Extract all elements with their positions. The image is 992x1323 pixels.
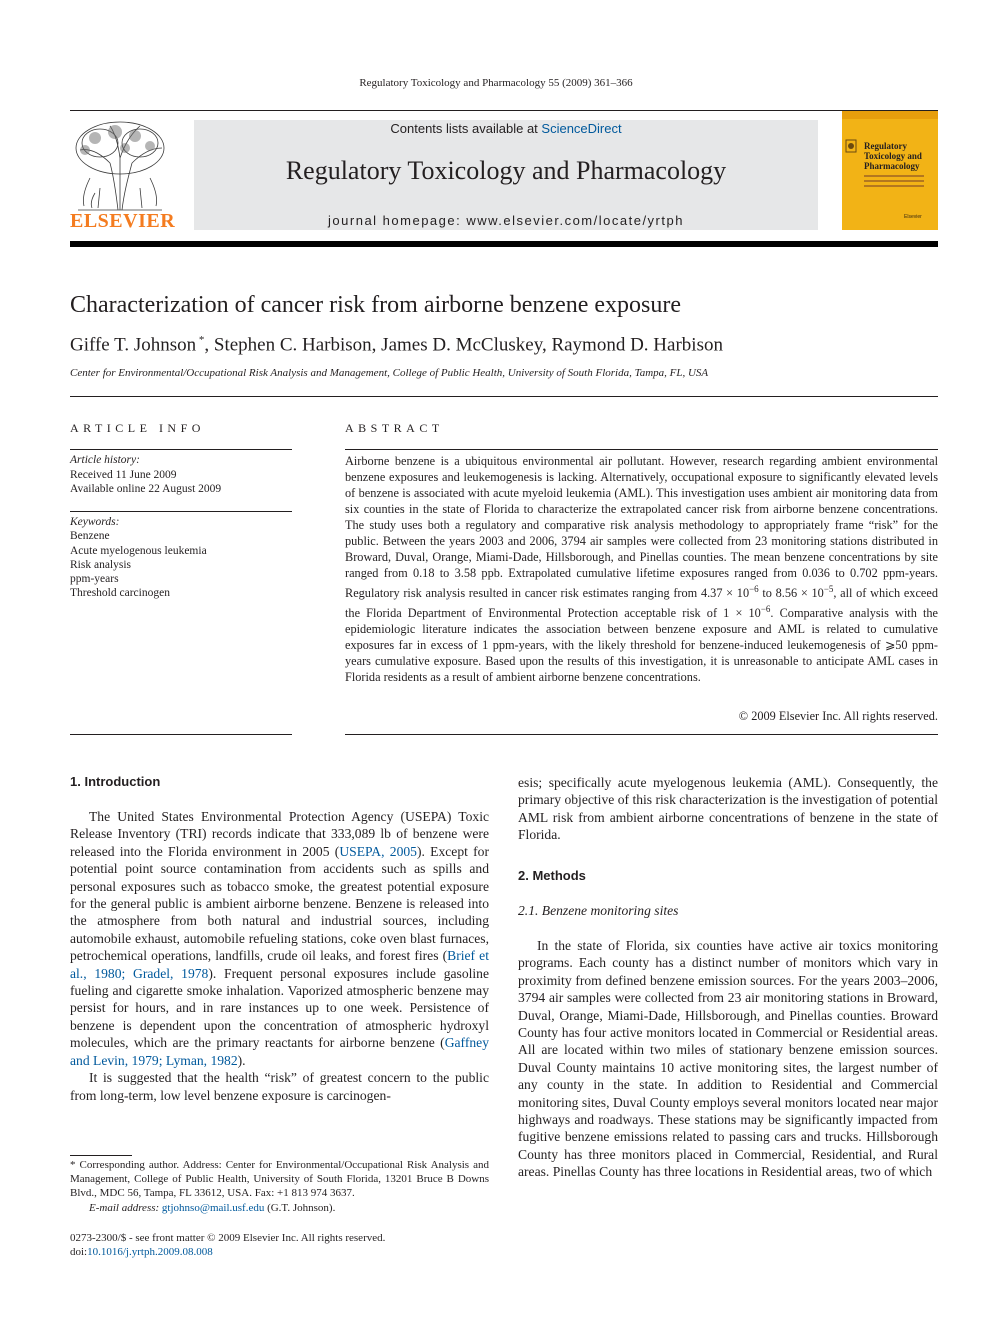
history-label: Article history: (70, 454, 140, 466)
email-label: E-mail address: (89, 1201, 162, 1214)
methods-text: In the state of Florida, six counties have active air toxics monitoring programs. Each county has a distinct number of monitors which vary in proximity from defined benzene emission sources. For the years 2003–2006, 3794 air samples were collected from 23 air monitoring stations in Broward, Duval, Orange, Miami-Dade, Hillsborough, and Pinellas counties. Broward County has four active monitors located in Commercial or Residential areas. All are located within two miles of stationary benzene emission sources. Duval County maintains 10 active monitoring sites, the largest number of any county in the state. In addition to Residential and Commercial monitoring sites, Duval County employs several monitors located near major highways and roadways. These stations may be significantly impacted from fugitive benzene emissions related to passing cars and trucks. Hillsborough County has three monitors placed in Commercial, Residential, and Rural areas. Pinellas County has three locations in Residential areas, two of which (518, 938, 938, 1180)
header-rule (70, 110, 938, 111)
available-date: Available online 22 August 2009 (70, 483, 222, 495)
keywords-label: Keywords: (70, 516, 120, 528)
sciencedirect-link[interactable]: ScienceDirect (541, 121, 622, 136)
abstract-heading: ABSTRACT (345, 421, 444, 435)
abstract-segment: , all of which exceed the Florida Department of Environmental Protection acceptable risk of 1 × 10 (345, 586, 938, 621)
cover-title: Regulatory Toxicology and Pharmacology (864, 141, 922, 171)
affiliation: Center for Environmental/Occupational Risk Analysis and Management, College of Public Health, University of South Florida, Tampa, FL, USA (70, 367, 709, 379)
abstract-copyright: © 2009 Elsevier Inc. All rights reserved. (738, 709, 938, 723)
abstract-segment: Airborne benzene is a ubiquitous environmental air pollutant. However, research regarding ambient environmental benzene exposures and leukemogenesis is lacking. Alternatively, occupational exposure to significantly elevated levels of benzene is associated with acute myeloid leukemia (AML). This investigation uses ambient air monitoring data from six counties in the state of Florida to characterize the extrapolated cancer risk from airborne benzene concentrations. The study uses both a regulatory and comparative risk analysis methodology to appropriately frame “risk” for the public. Between the years 2003 and 2006, 3794 air samples were collected from 23 monitoring stations distributed in Broward, Duval, Orange, Miami-Dade, Hillsborough, and Pinellas counties. The mean benzene concentrations by site ranged from 0.18 to 3.58 ppb. Extrapolated cumulative lifetime exposures ranged from 0.036 to 0.702 ppm-years. Regulatory risk analysis resulted in cancer risk estimates ranging from 4.37 × 10 (345, 454, 938, 601)
footnote-text: * Corresponding author. Address: Center for Environmental/Occupational Risk Analysis and Management, College of Public Health, University of South Florida, 13201 Bruce B Downs Blvd., MDC 56, Tampa, FL 33612, USA. Fax: +1 813 974 3637. (70, 1159, 489, 1200)
journal-title: Regulatory Toxicology and Pharmacology (285, 156, 727, 185)
cover-publisher: Elsevier (904, 214, 922, 220)
article-info-rule-top (70, 449, 292, 450)
journal-cover (842, 111, 938, 230)
running-header: Regulatory Toxicology and Pharmacology 55 (2009) 361–366 (359, 77, 633, 89)
front-matter-note (70, 1231, 489, 1259)
cover-top-band (842, 111, 938, 119)
subsection-heading: 2.1. Benzene monitoring sites (518, 903, 679, 918)
abstract-text (345, 453, 938, 685)
email-link[interactable]: gtjohnso@mail.usf.edu (161, 1201, 265, 1214)
abstract-segment: . Comparative analysis with the epidemiologic literature indicates the association between benzene exposure and AML is related to cumulative exposures far in excess of 1 ppm-years, with the likely threshold for benzene-induced leukemogenesis of ⩾50 ppm-years cumulative exposure. Based upon the results of this investigation, it is unreasonable to anticipate AML cases in Florida residents as a result of ambient airborne benzene concentrations. (345, 606, 939, 685)
article-title: Characterization of cancer risk from airborne benzene exposure (70, 292, 682, 318)
text-segment: The United States Environmental Protection Agency (USEPA) Toxic Release Inventory (TRI) records indicate that 333,089 lb of benzene were released into the Florida environment in 2005 ( (70, 809, 489, 859)
article-history (70, 453, 292, 497)
header-thick-rule (70, 241, 938, 247)
exponent: −6 (760, 604, 771, 615)
keyword: Threshold carcinogen (70, 587, 170, 600)
intro-paragraph-2: It is suggested that the health “risk” of greatest concern to the public from long-term, low level benzene exposure is carcinogen- (70, 1070, 489, 1103)
doi-link[interactable]: 10.1016/j.yrtph.2009.08.008 (87, 1246, 213, 1258)
abstract-segment: to 8.56 × 10 (758, 586, 824, 601)
exponent: −6 (749, 584, 759, 594)
doi-label: doi: (70, 1246, 88, 1258)
received-date: Received 11 June 2009 (70, 468, 177, 481)
contents-prefix: Contents lists available at (390, 121, 542, 136)
intro-heading: 1. Introduction (70, 774, 161, 789)
article-info-heading: ARTICLE INFO (70, 421, 205, 435)
keyword: ppm-years (70, 573, 119, 586)
elsevier-wordmark: ELSEVIER (70, 210, 176, 232)
citation-link[interactable]: Gaffney and Levin, 1979; Lyman, 1982 (70, 1035, 489, 1068)
text-segment: ). Frequent personal exposures include gasoline fueling and cigarette smoke inhalation. Vaporized atmospheric benzene may persist for hours, and in rare instances up to one week. Persistence of benzene is dependent upon the concentration of atmospheric hydroxyl molecules, which are the primary reactants for airborne benzene ( (70, 965, 490, 1051)
corresponding-star[interactable]: * (196, 334, 205, 346)
intro-paragraph-1 (70, 808, 489, 1104)
email-suffix: (G.T. Johnson). (264, 1201, 336, 1214)
methods-heading: 2. Methods (518, 868, 586, 883)
abstract-rule-bottom (345, 734, 938, 735)
footnote-rule (70, 1155, 132, 1156)
exponent: −5 (823, 584, 834, 594)
methods-paragraph (518, 937, 938, 1181)
article-info-rule-bottom (70, 734, 292, 735)
issn-line: 0273-2300/$ - see front matter © 2009 Elsevier Inc. All rights reserved. (70, 1232, 386, 1244)
contents-line (194, 121, 818, 136)
keywords-block (70, 515, 292, 601)
journal-homepage[interactable]: journal homepage: www.elsevier.com/locate/yrtph (328, 213, 684, 228)
keyword: Risk analysis (70, 558, 132, 571)
author-first: Giffe T. Johnson (70, 334, 197, 356)
corresponding-footnote (70, 1158, 489, 1215)
author-rest: , Stephen C. Harbison, James D. McCluskey, Raymond D. Harbison (204, 334, 723, 356)
cover-text-lines (864, 175, 924, 190)
text-segment: ). (237, 1052, 246, 1068)
cover-emblem-icon (845, 139, 857, 153)
intro-carry-over: esis; specifically acute myelogenous leukemia (AML). Consequently, the primary objective of this risk characterization is the investigation of potential AML risk from ambient airborne concentrations of benzene in the state of Florida. (518, 775, 938, 843)
article-info-rule-mid (70, 511, 292, 512)
citation-link[interactable]: Brief et al., 1980; Gradel, 1978 (70, 948, 489, 981)
citation-link[interactable]: USEPA, 2005 (339, 843, 417, 859)
doi-line (70, 1245, 489, 1259)
text-segment: ). Except for potential point source contamination from accidents such as spills and personal exposures such as tobacco smoke, the greatest potential exposure for the general public is ambient airborne benzene. Benzene is released into the atmosphere from both natural and industrial sources, including automobile exhaust, automobile refueling stations, coke oven blast furnaces, petrochemical operations, landfills, crude oil leaks, and forest fires ( (70, 843, 489, 964)
abstract-rule-top (345, 449, 938, 450)
keyword: Benzene (70, 530, 110, 543)
author-list (70, 334, 723, 356)
keyword: Acute myelogenous leukemia (70, 544, 207, 557)
affiliation-rule (70, 396, 938, 397)
